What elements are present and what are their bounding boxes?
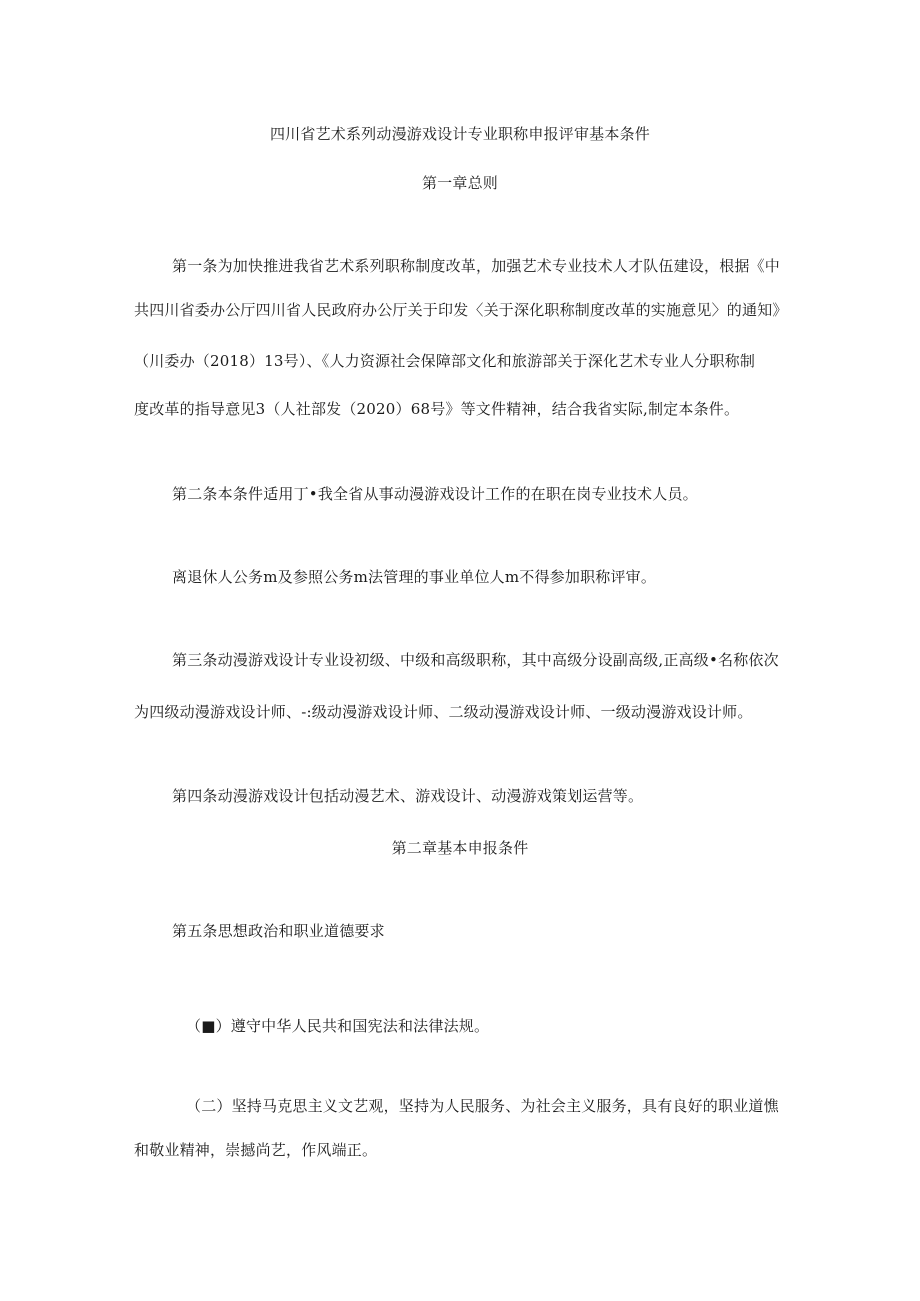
article-1-line-2: 共四川省委办公厅四川省人民政府办公厅关于印发〈关于深化职称制度改革的实施意见〉的通知》 [134, 301, 788, 319]
clause-item-1: （■）遵守中华人民共和国宪法和法律法规。 [186, 1017, 490, 1035]
article-5: 第五条思想政治和职业道德要求 [172, 922, 385, 940]
article-1-line-1: 第一条为加快推进我省艺术系列职称制度改革，加强艺术专业技术人才队伍建设，根据《中 [172, 257, 781, 275]
article-1-line-3: （川委办（2018）13号）、《人力资源社会保障部文化和旅游部关于深化艺术专业人分职称制 [134, 352, 756, 370]
clause-item-2-line-2: 和敬业精神，崇撼尚艺，作风端正。 [134, 1141, 378, 1159]
article-3-line-2: 为四级动漫游戏设计师、-:级动漫游戏设计师、二级动漫游戏设计师、一级动漫游戏设计师。 [134, 703, 753, 721]
clause-item-2-line-1: （二）坚持马克思主义文艺观，坚持为人民服务、为社会主义服务，具有良好的职业道憔 [186, 1097, 779, 1115]
article-2: 第二条本条件适用丁•我全省从事动漫游戏设计工作的在职在岗专业技术人员。 [172, 485, 698, 503]
document-title: 四川省艺术系列动漫游戏设计专业职称申报评审基本条件 [269, 125, 650, 143]
article-1-line-4: 度改革的指导意见3（人社部发（2020）68号》等文件精神，结合我省实际,制定本条件。 [134, 400, 740, 418]
article-2-note: 离退休人公务m及参照公务m法管理的事业单位人m不得参加职称评审。 [172, 568, 657, 586]
chapter-heading-2: 第二章基本申报条件 [391, 839, 529, 857]
article-4: 第四条动漫游戏设计包括动漫艺术、游戏设计、动漫游戏策划运营等。 [172, 787, 644, 805]
chapter-heading: 第一章总则 [421, 174, 498, 192]
article-3-line-1: 第三条动漫游戏设计专业设初级、中级和高级职称，其中高级分设副高级,正高级•名称依次 [172, 651, 779, 669]
